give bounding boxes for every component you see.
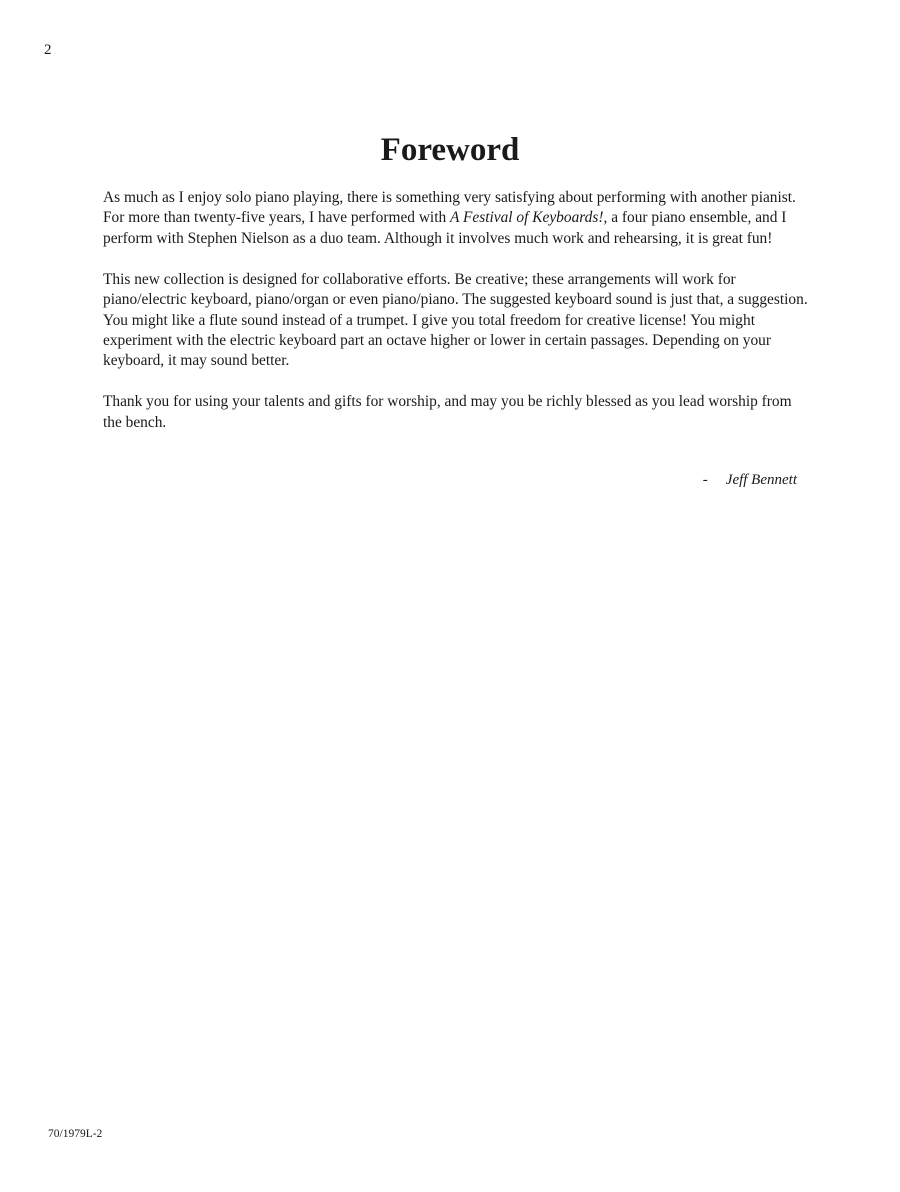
signature-name: Jeff Bennett xyxy=(725,472,797,488)
signature-dash: - xyxy=(702,472,708,488)
paragraph-3: Thank you for using your talents and gifts for worship, and may you be richly blessed as you lead worship from the bench. xyxy=(103,393,792,431)
ensemble-name: A Festival of Keyboards!, xyxy=(450,209,608,227)
foreword-body xyxy=(103,188,808,454)
page-number: 2 xyxy=(44,42,52,58)
signature xyxy=(703,472,797,489)
page-title: Foreword xyxy=(380,132,520,168)
paragraph-1 xyxy=(103,188,808,249)
footer-code: 70/1979L-2 xyxy=(48,1128,103,1140)
paragraph-1-text-end: a four piano ensemble, and I perform with Stephen Nielson as a duo team. Although it involves much work and rehearsing, it is great fun! xyxy=(103,209,787,247)
paragraph-1-text-start: As much as I enjoy solo piano playing, there is something very satisfying about performing with another pianist. For more than twenty-five years, I have performed with xyxy=(103,189,796,227)
paragraph-2: This new collection is designed for collaborative efforts. Be creative; these arrangements will work for piano/electric keyboard, piano/organ or even piano/piano. The suggested keyboard sound is just that, a suggestion. You might like a flute sound instead of a trumpet. I give you total freedom for creative license! You might experiment with the electric keyboard part an octave higher or lower in certain passages. Depending on your keyboard, it may sound better. xyxy=(103,270,808,370)
